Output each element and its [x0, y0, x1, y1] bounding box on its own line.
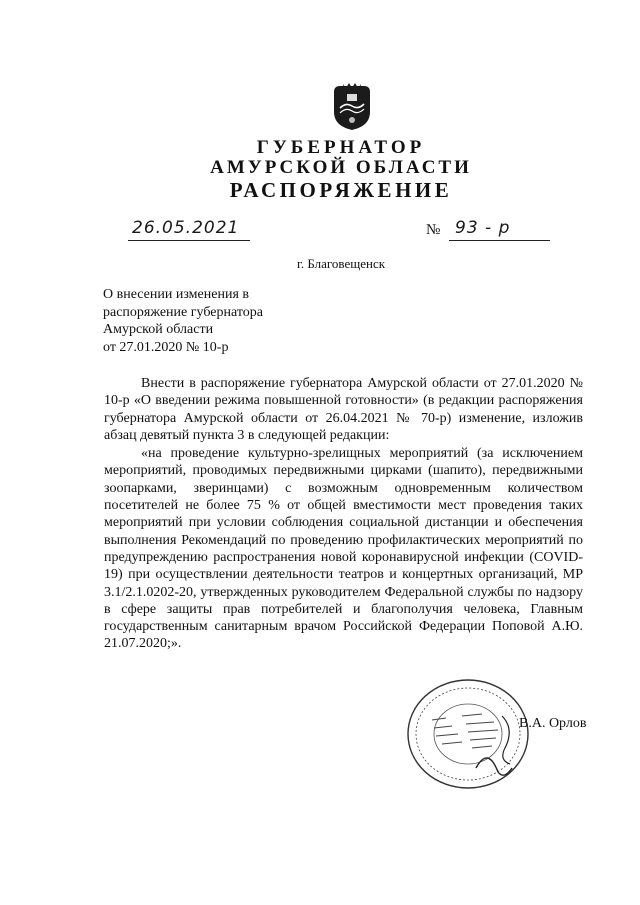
header-region: АМУРСКОЙ ОБЛАСТИ — [210, 157, 472, 178]
subject-line: распоряжение губернатора — [103, 304, 263, 320]
document-number: 93 - р — [455, 218, 511, 238]
body-quote: «на проведение культурно-зрелищных мероприятий (за исключением мероприятий, проводимых передвижными цирками (шапито), передвижными зоопарками, зверинцами) с возможным одновременным количеством посетителей не более 75 % от общей вместимости мест проведения таких мероприятий при условии соблюдения социальной дистанции и обеспечения выполнения Рекомендаций по проведению профилактических мероприятий по предупреждению распространения новой коронавирусной инфекции (COVID-19) при осуществлении деятельности театров и концертных организаций, МР 3.1/2.1.0202-20, утвержденных руководителем Федеральной службы по надзору в сфере защиты прав потребителей и благополучия человека, Главным государственным санитарным врачом Российской Федерации Поповой А.Ю. 21.07.2020;». — [104, 446, 583, 652]
number-field — [449, 218, 550, 241]
document-type: РАСПОРЯЖЕНИЕ — [229, 178, 453, 202]
document-body — [104, 375, 583, 653]
signer-name: В.А. Орлов — [519, 716, 587, 731]
subject-line: от 27.01.2020 № 10-р — [103, 339, 229, 355]
subject-line: Амурской области — [103, 322, 214, 337]
document-date: 26.05.2021 — [132, 218, 240, 238]
number-label: № — [426, 222, 441, 238]
coat-of-arms-icon — [330, 82, 374, 132]
city: г. Благовещенск — [296, 256, 386, 271]
document-subject — [103, 286, 263, 356]
subject-line: О внесении изменения в — [103, 287, 249, 302]
official-seal-icon — [402, 676, 534, 792]
date-field — [128, 218, 250, 241]
header-title: ГУБЕРНАТОР — [256, 137, 426, 158]
body-intro: Внести в распоряжение губернатора Амурской области от 27.01.2020 № 10-р «О введении режима повышенной готовности» (в редакции распоряжения губернатора Амурской области от 26.04.2021 № 70-р) изменение, изложив абзац девятый пункта 3 в следующей редакции: — [104, 376, 583, 443]
